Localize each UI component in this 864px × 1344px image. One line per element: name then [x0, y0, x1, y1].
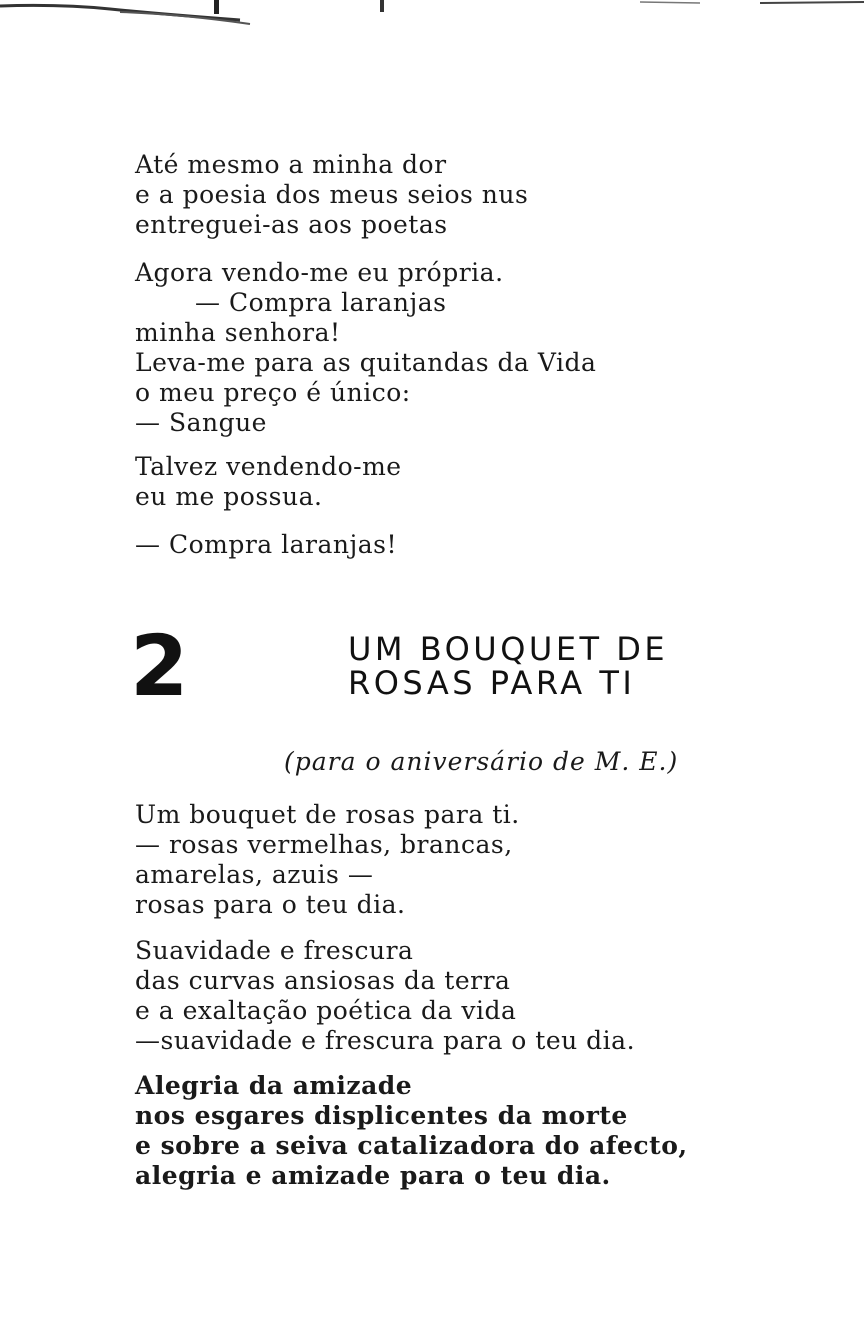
verse-line: eu me possua. — [135, 482, 323, 511]
verse-line: Talvez vendendo-me — [135, 452, 402, 481]
verse-line: Agora vendo-me eu própria. — [135, 258, 504, 287]
verse-line: e sobre a seiva catalizadora do afecto, — [135, 1131, 688, 1160]
verse-line: Até mesmo a minha dor — [135, 150, 447, 179]
verse-line: —suavidade e frescura para o teu dia. — [135, 1026, 636, 1055]
poem-title-line-1: UM BOUQUET DE — [348, 630, 669, 668]
poem1-stanza-3 — [135, 452, 402, 512]
verse-line: das curvas ansiosas da terra — [135, 966, 511, 995]
verse-line: Um bouquet de rosas para ti. — [135, 800, 520, 829]
verse-line: e a poesia dos meus seios nus — [135, 180, 529, 209]
verse-line: amarelas, azuis — — [135, 860, 374, 889]
verse-line: Suavidade e frescura — [135, 936, 414, 965]
verse-line: alegria e amizade para o teu dia. — [135, 1161, 611, 1190]
verse-line: — Sangue — [135, 408, 267, 437]
poem-title — [348, 632, 668, 700]
verse-line: o meu preço é único: — [135, 378, 411, 407]
verse-line: Alegria da amizade — [135, 1071, 413, 1100]
verse-line: minha senhora! — [135, 318, 341, 347]
verse-line: entreguei-as aos poetas — [135, 210, 448, 239]
poem1-stanza-1 — [135, 150, 528, 240]
verse-line: e a exaltação poética da vida — [135, 996, 517, 1025]
verse-line: — rosas vermelhas, brancas, — [135, 830, 513, 859]
verse-line: — Compra laranjas — [195, 288, 447, 317]
poem2-stanza-1 — [135, 800, 520, 920]
poem1-stanza-2 — [135, 258, 596, 438]
poem2-stanza-2 — [135, 936, 635, 1056]
verse-line: — Compra laranjas! — [135, 530, 398, 559]
verse-line: rosas para o teu dia. — [135, 890, 406, 919]
verse-line: nos esgares displicentes da morte — [135, 1101, 628, 1130]
page-edge-scuff — [0, 0, 864, 30]
verse-line: Leva-me para as quitandas da Vida — [135, 348, 597, 377]
poem1-stanza-4 — [135, 530, 397, 560]
section-number: 2 — [130, 617, 189, 715]
poem-title-line-2: ROSAS PARA TI — [348, 664, 636, 702]
dedication: (para o aniversário de M. E.) — [284, 747, 679, 776]
poem2-stanza-3 — [135, 1071, 688, 1191]
